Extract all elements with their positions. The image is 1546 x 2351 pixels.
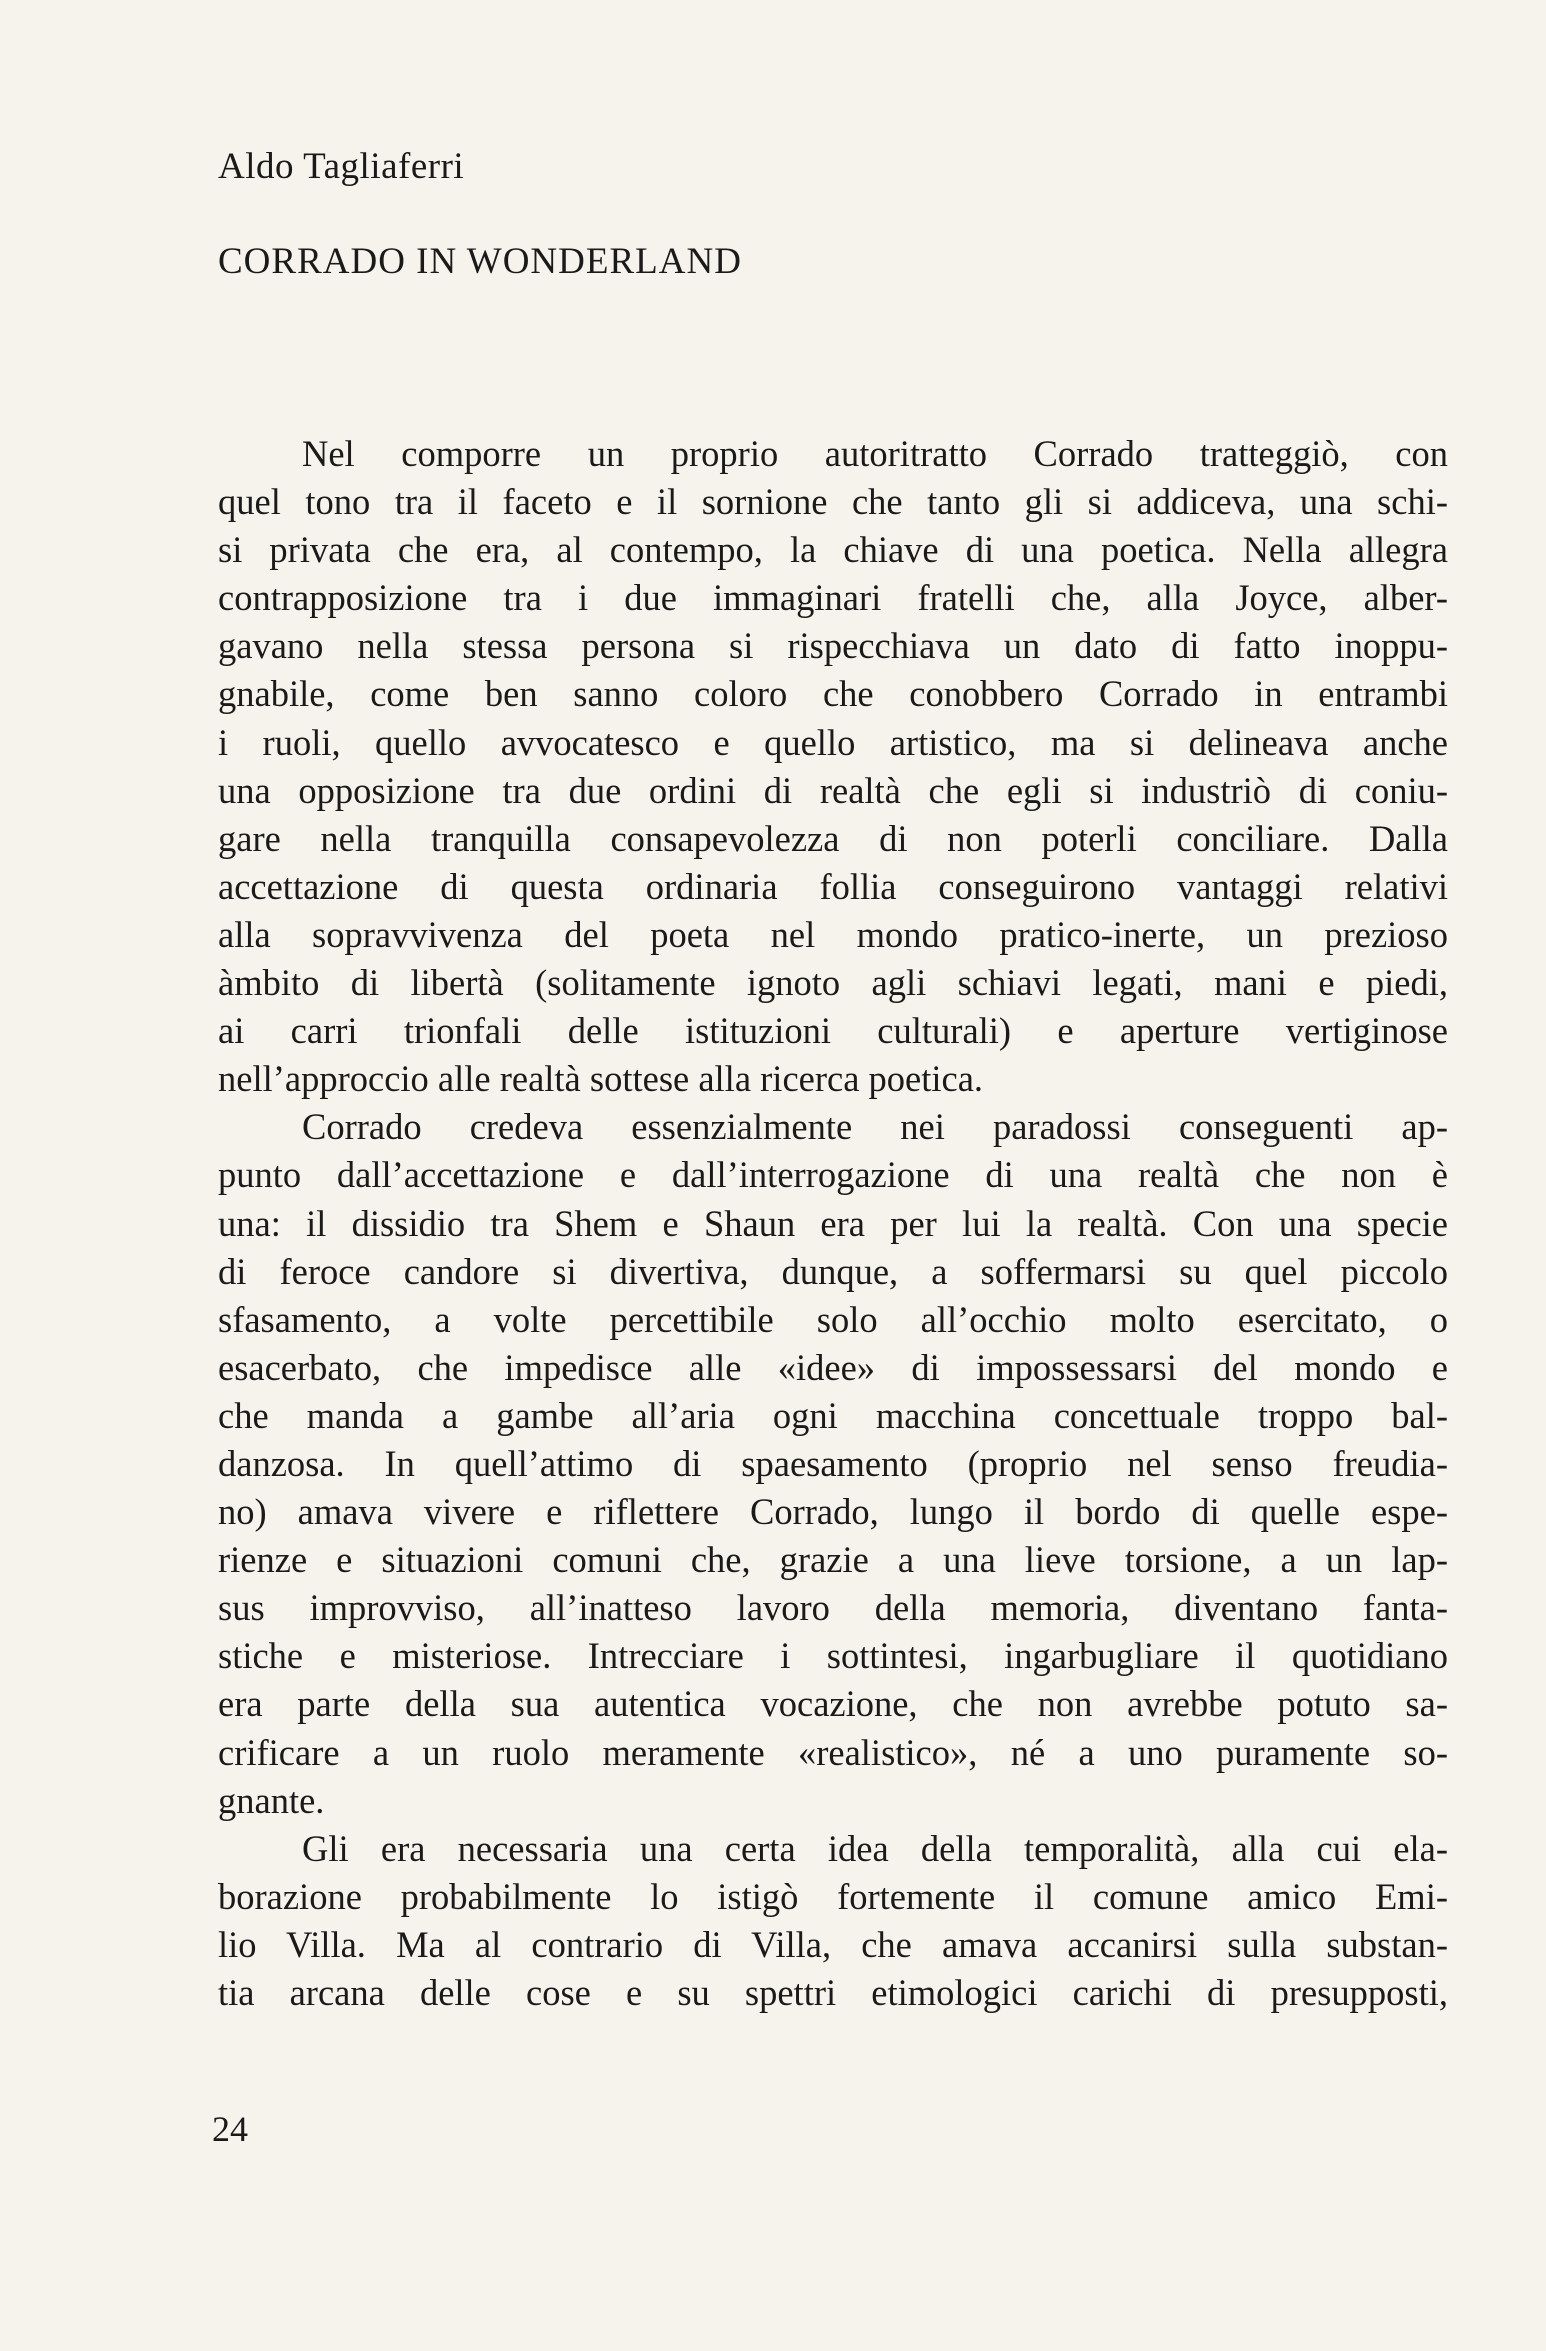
text-line: gnante. [218, 1779, 325, 1821]
text-line: sfasamento, a volte percettibile solo all’occhio molto esercitato, o [218, 1298, 1448, 1340]
text-line: si privata che era, al contempo, la chiave di una poetica. Nella allegra [218, 529, 1448, 571]
text-line: quel tono tra il faceto e il sornione che tanto gli si addiceva, una schi- [218, 481, 1448, 523]
text-line: punto dall’accettazione e dall’interrogazione di una realtà che non è [218, 1154, 1448, 1196]
text-line: lio Villa. Ma al contrario di Villa, che amava accanirsi sulla substan- [218, 1923, 1448, 1965]
text-line: di feroce candore si divertiva, dunque, a soffermarsi su quel piccolo [218, 1250, 1448, 1292]
text-line: Corrado credeva essenzialmente nei paradossi conseguenti ap- [302, 1106, 1448, 1148]
article-title: CORRADO IN WONDERLAND [218, 241, 742, 282]
text-line: àmbito di libertà (solitamente ignoto agli schiavi legati, mani e piedi, [218, 962, 1448, 1004]
text-line: i ruoli, quello avvocatesco e quello artistico, ma si delineava anche [218, 721, 1448, 763]
text-line: era parte della sua autentica vocazione, che non avrebbe potuto sa- [218, 1683, 1448, 1725]
text-line: Nel comporre un proprio autoritratto Corrado tratteggiò, con [302, 433, 1448, 474]
text-line: Gli era necessaria una certa idea della temporalità, alla cui ela- [302, 1827, 1448, 1869]
text-line: gavano nella stessa persona si rispecchiava un dato di fatto inoppu- [218, 625, 1448, 667]
page-number: 24 [212, 2109, 248, 2149]
text-line: gnabile, come ben sanno coloro che conobbero Corrado in entrambi [218, 673, 1448, 715]
text-line: danzosa. In quell’attimo di spaesamento (proprio nel senso freudia- [218, 1442, 1448, 1484]
article-body [218, 430, 1448, 2017]
text-line: no) amava vivere e riflettere Corrado, lungo il bordo di quelle espe- [218, 1491, 1448, 1533]
text-line: che manda a gambe all’aria ogni macchina concettuale troppo bal- [218, 1394, 1448, 1436]
text-line: accettazione di questa ordinaria follia conseguirono vantaggi relativi [218, 865, 1448, 907]
text-line: contrapposizione tra i due immaginari fratelli che, alla Joyce, alber- [218, 577, 1448, 619]
text-line: sus improvviso, all’inatteso lavoro della memoria, diventano fanta- [218, 1587, 1448, 1629]
text-line: una: il dissidio tra Shem e Shaun era per lui la realtà. Con una specie [218, 1202, 1448, 1244]
text-line: stiche e misteriose. Intrecciare i sottintesi, ingarbugliare il quotidiano [218, 1635, 1448, 1677]
article-author: Aldo Tagliaferri [218, 146, 465, 187]
text-line: alla sopravvivenza del poeta nel mondo pratico-inerte, un prezioso [218, 913, 1448, 955]
text-line: tia arcana delle cose e su spettri etimologici carichi di presupposti, [218, 1972, 1448, 2013]
text-line: gare nella tranquilla consapevolezza di non poterli conciliare. Dalla [218, 817, 1448, 859]
text-line: crificare a un ruolo meramente «realistico», né a uno puramente so- [218, 1731, 1448, 1773]
text-line: nell’approccio alle realtà sottese alla ricerca poetica. [218, 1058, 984, 1100]
text-line: rienze e situazioni comuni che, grazie a una lieve torsione, a un lap- [218, 1539, 1448, 1581]
text-line: ai carri trionfali delle istituzioni culturali) e aperture vertiginose [218, 1010, 1448, 1052]
text-line: borazione probabilmente lo istigò fortemente il comune amico Emi- [218, 1875, 1448, 1917]
text-line: una opposizione tra due ordini di realtà che egli si industriò di coniu- [218, 769, 1448, 811]
text-line: esacerbato, che impedisce alle «idee» di impossessarsi del mondo e [218, 1346, 1448, 1388]
